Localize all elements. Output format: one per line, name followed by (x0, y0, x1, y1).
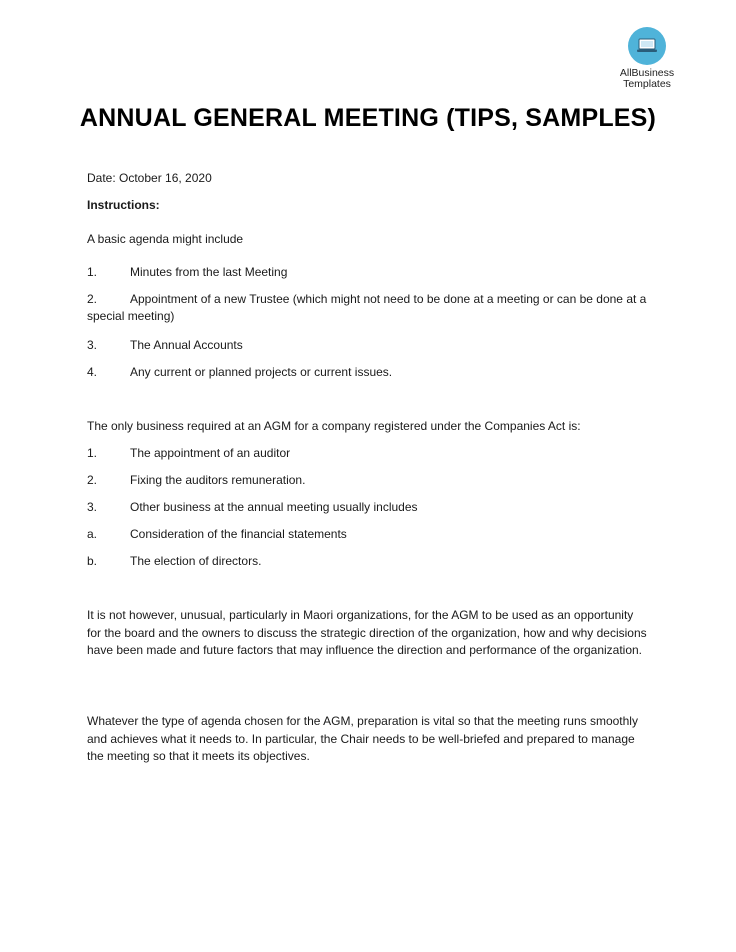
business-item (87, 553, 657, 570)
agenda-item-number: 4. (87, 365, 98, 379)
agenda-item-number: 1. (87, 265, 98, 279)
business-item-number: b. (87, 554, 98, 568)
agenda-item-text: The Annual Accounts (130, 338, 243, 352)
business-item (87, 499, 657, 516)
instructions-label: Instructions: (87, 198, 160, 212)
agenda-item (87, 337, 657, 354)
allbusiness-logo[interactable] (612, 27, 682, 90)
business-item-text: Fixing the auditors remuneration. (130, 473, 306, 487)
business-item (87, 472, 657, 489)
agenda-item-text: Minutes from the last Meeting (130, 265, 288, 279)
agenda-item-text: Appointment of a new Trustee (which might not need to be done at a meeting or can be done at a special meeting) (87, 292, 647, 323)
logo-text (612, 68, 682, 90)
business-item (87, 445, 657, 462)
agenda-item (87, 291, 657, 325)
agenda-intro: A basic agenda might include (87, 232, 244, 246)
logo-line1: AllBusiness (619, 67, 675, 79)
agenda-item-number: 2. (87, 292, 98, 306)
page-title: ANNUAL GENERAL MEETING (TIPS, SAMPLES) (79, 104, 657, 132)
agenda-item-text: Any current or planned projects or current issues. (130, 365, 393, 379)
business-item-number: 3. (87, 500, 98, 514)
business-item (87, 526, 657, 543)
business-item-text: The appointment of an auditor (130, 446, 291, 460)
paragraph-maori-organizations: It is not however, unusual, particularly in Maori organizations, for the AGM to be used as an opportunity for the board and the owners to discuss the strategic direction of the organization, how and why decisions have been made and future factors that may influence the direction and performance of the organization. (87, 608, 647, 657)
business-item-number: a. (87, 527, 98, 541)
business-item-number: 2. (87, 473, 98, 487)
laptop-icon (628, 27, 666, 65)
logo-line2: Templates (623, 78, 671, 90)
business-item-text: The election of directors. (130, 554, 262, 568)
business-item-text: Other business at the annual meeting usually includes (130, 500, 418, 514)
agenda-item (87, 264, 657, 281)
business-item-number: 1. (87, 446, 98, 460)
date-line: Date: October 16, 2020 (87, 171, 212, 185)
business-item-text: Consideration of the financial statements (130, 527, 347, 541)
agenda-item (87, 364, 657, 381)
business-intro: The only business required at an AGM for a company registered under the Companies Act is: (87, 419, 581, 433)
paragraph-preparation: Whatever the type of agenda chosen for the AGM, preparation is vital so that the meeting runs smoothly and achieves what it needs to. In particular, the Chair needs to be well-briefed and prepared to manage the meeting so that it meets its objectives. (87, 714, 638, 763)
agenda-item-number: 3. (87, 338, 98, 352)
